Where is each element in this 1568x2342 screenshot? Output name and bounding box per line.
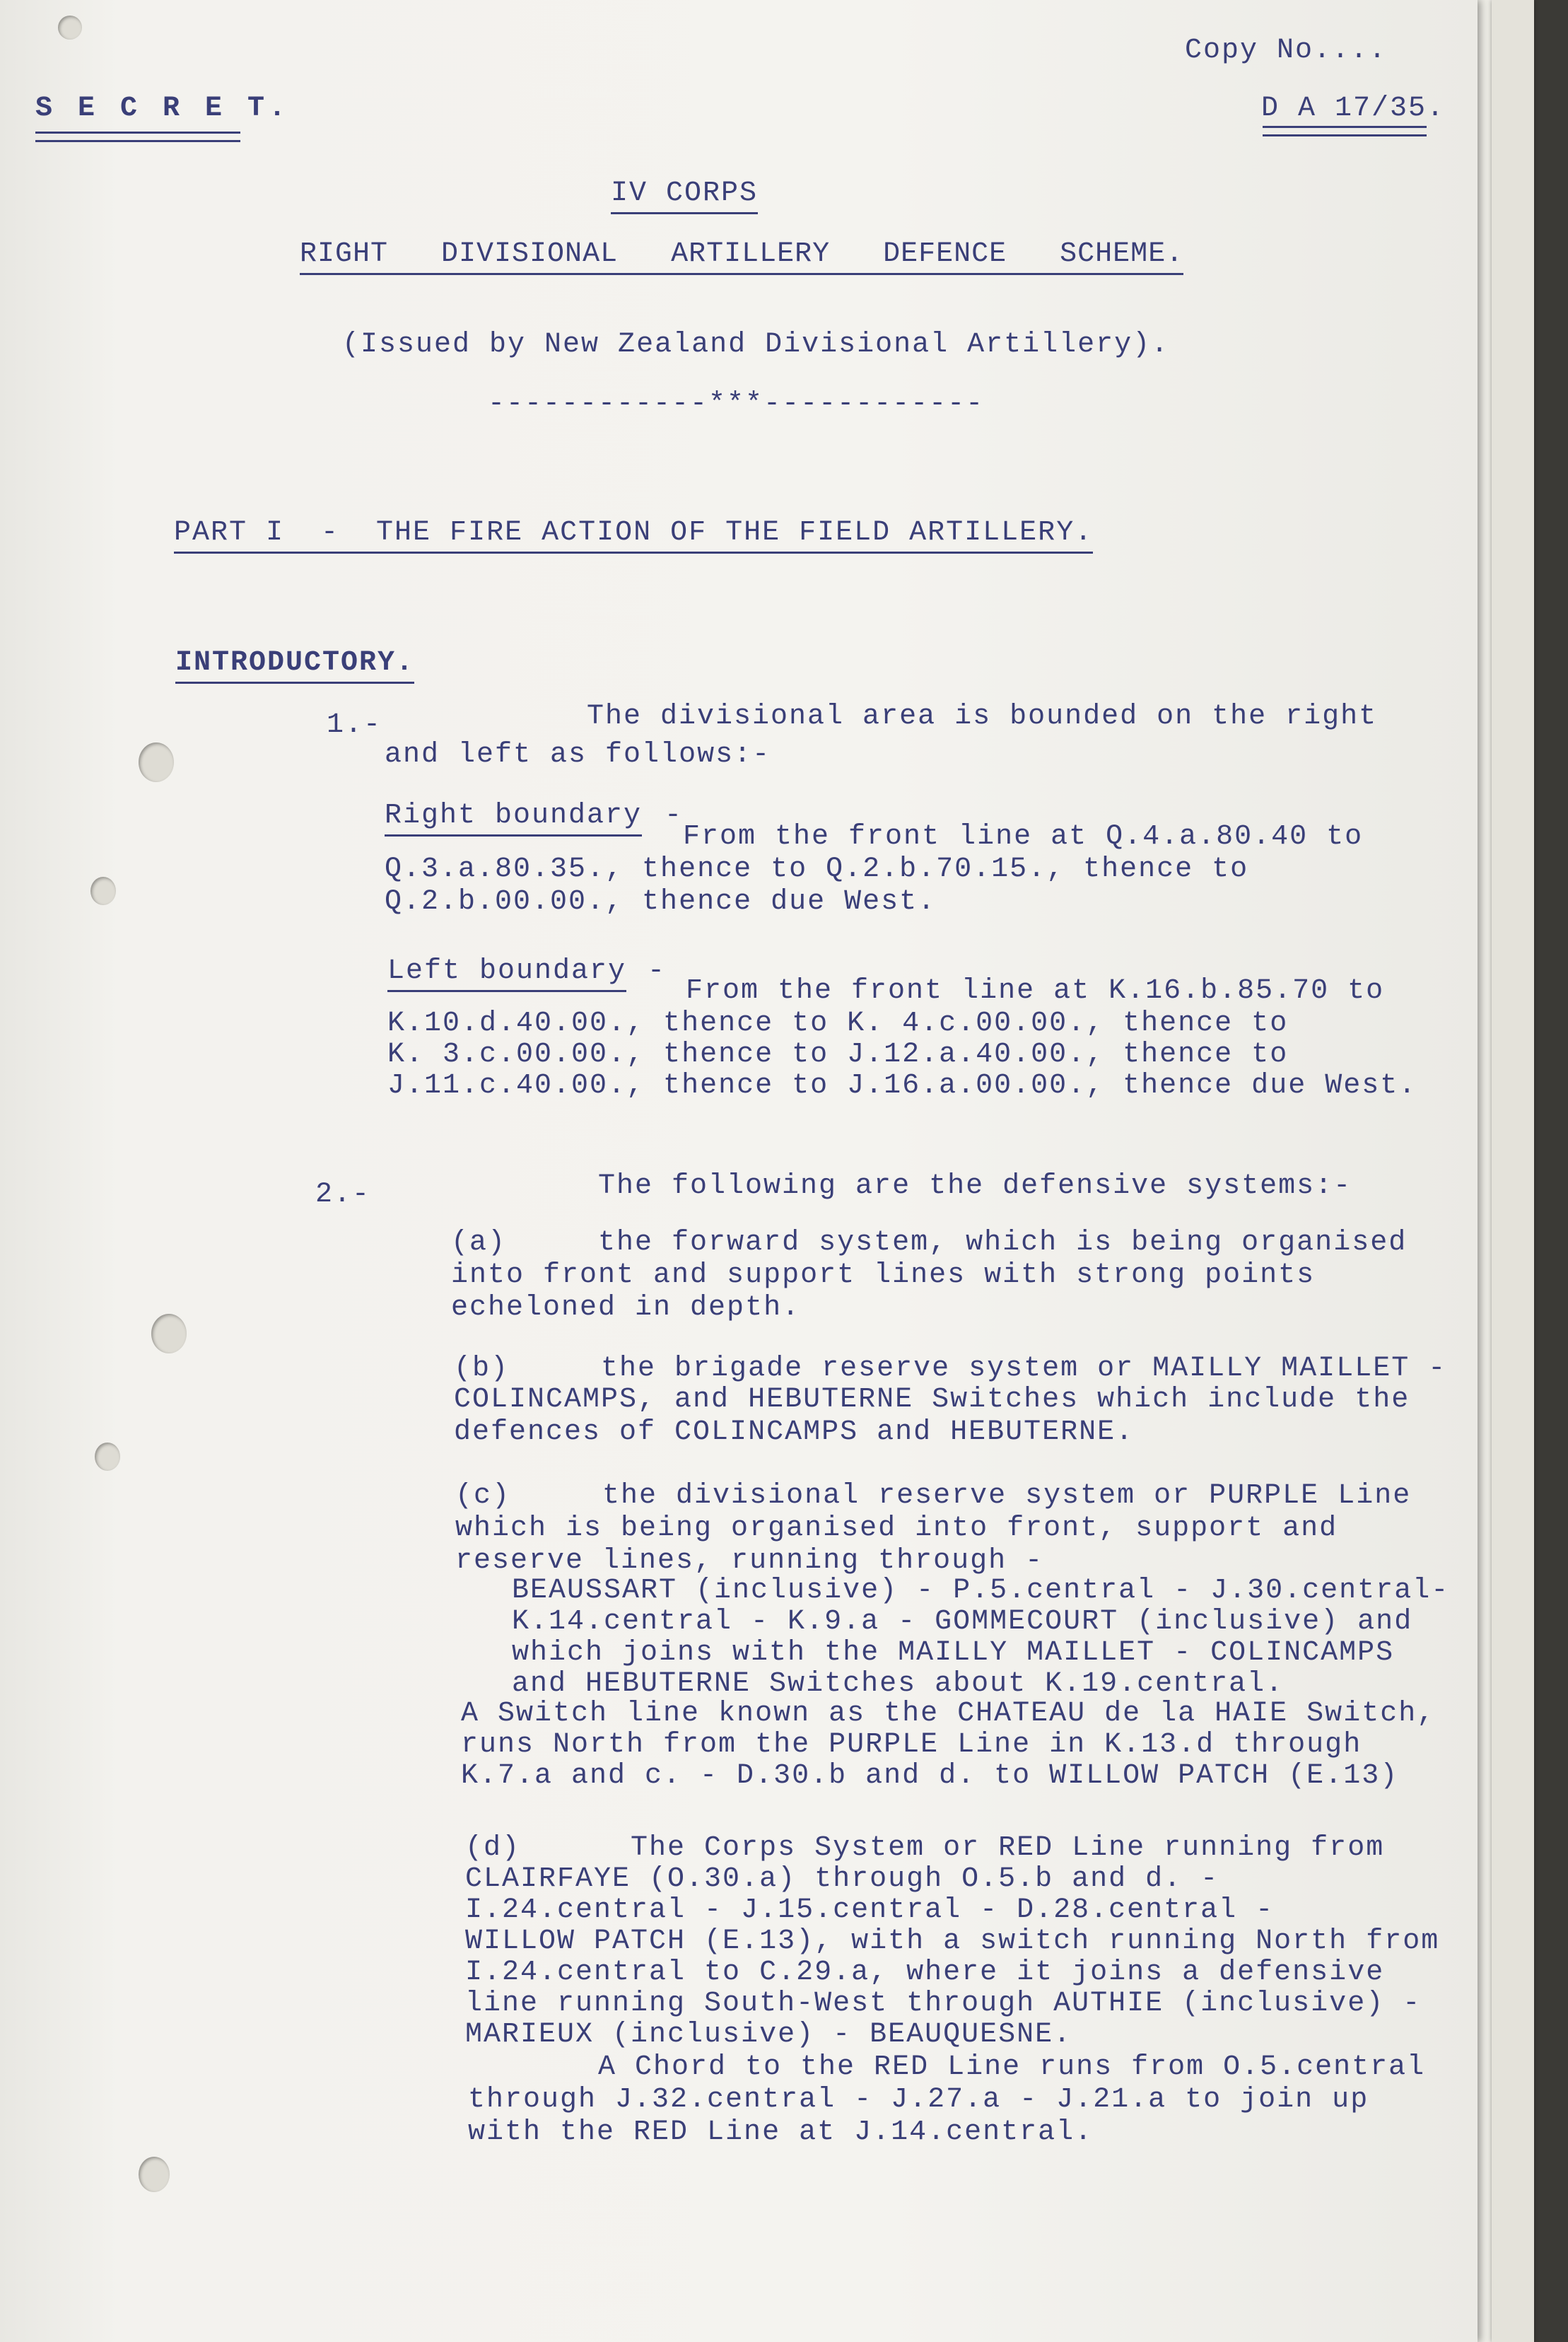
punch-hole bbox=[90, 877, 116, 905]
document-reference: D A 17/35. bbox=[1261, 93, 1446, 124]
para-1-line: The divisional area is bounded on the right bbox=[587, 701, 1378, 733]
left-boundary-line: J.11.c.40.00., thence to J.16.a.00.00., thence due West. bbox=[387, 1070, 1417, 1102]
reference-underline bbox=[1263, 126, 1427, 136]
left-boundary-line: K.10.d.40.00., thence to K. 4.c.00.00., thence to bbox=[387, 1008, 1289, 1039]
para-2d-line: WILLOW PATCH (E.13), with a switch running North from bbox=[465, 1926, 1440, 1957]
para-2c-route-line: and HEBUTERNE Switches about K.19.central. bbox=[512, 1668, 1285, 1700]
para-2-number: 2.- bbox=[315, 1179, 371, 1211]
right-boundary-heading: Right boundary bbox=[385, 799, 642, 837]
para-2c-line: which is being organised into front, support and bbox=[455, 1513, 1338, 1544]
punch-hole bbox=[151, 1314, 187, 1353]
para-2c-switch-line: K.7.a and c. - D.30.b and d. to WILLOW PATCH (E.13) bbox=[461, 1760, 1399, 1792]
right-boundary-line: Q.3.a.80.35., thence to Q.2.b.70.15., thence to bbox=[385, 854, 1249, 885]
para-2c-route-line: BEAUSSART (inclusive) - P.5.central - J.30.central- bbox=[512, 1575, 1450, 1607]
left-boundary-heading: Left boundary bbox=[387, 955, 626, 992]
punch-hole bbox=[95, 1443, 120, 1471]
para-2d-line: MARIEUX (inclusive) - BEAUQUESNE. bbox=[465, 2019, 1072, 2051]
scheme-title: RIGHT DIVISIONAL ARTILLERY DEFENCE SCHEME. bbox=[300, 238, 1183, 275]
para-2c-line: reserve lines, running through - bbox=[455, 1545, 1044, 1577]
para-2d-chord-line: through J.32.central - J.27.a - J.21.a to join up bbox=[468, 2084, 1369, 2116]
para-2a-line: echeloned in depth. bbox=[451, 1292, 801, 1324]
para-2d-chord-line: with the RED Line at J.14.central. bbox=[468, 2116, 1094, 2148]
copy-number: Copy No.... bbox=[1185, 35, 1388, 66]
left-boundary-dash: - bbox=[648, 955, 667, 987]
para-2b-line: COLINCAMPS, and HEBUTERNE Switches which include the bbox=[454, 1384, 1410, 1416]
secret-marking: S E C R E T. bbox=[35, 93, 291, 124]
right-boundary-line: From the front line at Q.4.a.80.40 to bbox=[683, 821, 1364, 853]
left-boundary-line: From the front line at K.16.b.85.70 to bbox=[686, 975, 1385, 1007]
para-2d-line: (d) The Corps System or RED Line running from bbox=[465, 1832, 1385, 1864]
para-2-intro: The following are the defensive systems:- bbox=[598, 1170, 1352, 1202]
para-2c-switch-line: runs North from the PURPLE Line in K.13.d through bbox=[461, 1729, 1362, 1761]
para-2c-line: (c) the divisional reserve system or PURPLE Line bbox=[455, 1480, 1412, 1512]
para-2b-line: defences of COLINCAMPS and HEBUTERNE. bbox=[454, 1416, 1135, 1448]
introductory-heading: INTRODUCTORY. bbox=[175, 646, 414, 684]
para-2b-line: (b) the brigade reserve system or MAILLY MAILLET - bbox=[454, 1353, 1447, 1385]
secret-underline bbox=[35, 132, 240, 142]
para-2d-line: I.24.central - J.15.central - D.28.central - bbox=[465, 1894, 1275, 1926]
para-2d-line: I.24.central to C.29.a, where it joins a defensive bbox=[465, 1957, 1385, 1988]
punch-hole bbox=[139, 742, 174, 782]
para-2d-line: line running South-West through AUTHIE (inclusive) - bbox=[465, 1988, 1422, 2020]
punch-hole bbox=[58, 16, 82, 40]
para-2a-line: (a) the forward system, which is being organised bbox=[451, 1227, 1408, 1259]
punch-hole bbox=[139, 2157, 170, 2192]
right-boundary-dash: - bbox=[665, 800, 684, 832]
para-1-number: 1.- bbox=[327, 709, 382, 741]
corps-title: IV CORPS bbox=[611, 177, 758, 214]
underlying-sheet bbox=[1492, 0, 1534, 2342]
para-2c-switch-line: A Switch line known as the CHATEAU de la HAIE Switch, bbox=[461, 1698, 1436, 1730]
part-heading: PART I - THE FIRE ACTION OF THE FIELD ARTILLERY. bbox=[174, 516, 1093, 554]
para-2c-route-line: which joins with the MAILLY MAILLET - COLINCAMPS bbox=[512, 1637, 1395, 1669]
right-boundary-line: Q.2.b.00.00., thence due West. bbox=[385, 886, 937, 918]
left-boundary-line: K. 3.c.00.00., thence to J.12.a.40.00., thence to bbox=[387, 1039, 1289, 1071]
para-2d-chord-line: A Chord to the RED Line runs from O.5.central bbox=[598, 2051, 1426, 2083]
para-1-line: and left as follows:- bbox=[385, 739, 771, 771]
separator-line: ------------***------------ bbox=[488, 388, 985, 420]
para-2c-route-line: K.14.central - K.9.a - GOMMECOURT (inclusive) and bbox=[512, 1606, 1413, 1638]
para-2d-line: CLAIRFAYE (O.30.a) through O.5.b and d. - bbox=[465, 1863, 1219, 1895]
issued-by: (Issued by New Zealand Divisional Artillery). bbox=[342, 329, 1170, 361]
para-2a-line: into front and support lines with strong points bbox=[451, 1259, 1316, 1291]
